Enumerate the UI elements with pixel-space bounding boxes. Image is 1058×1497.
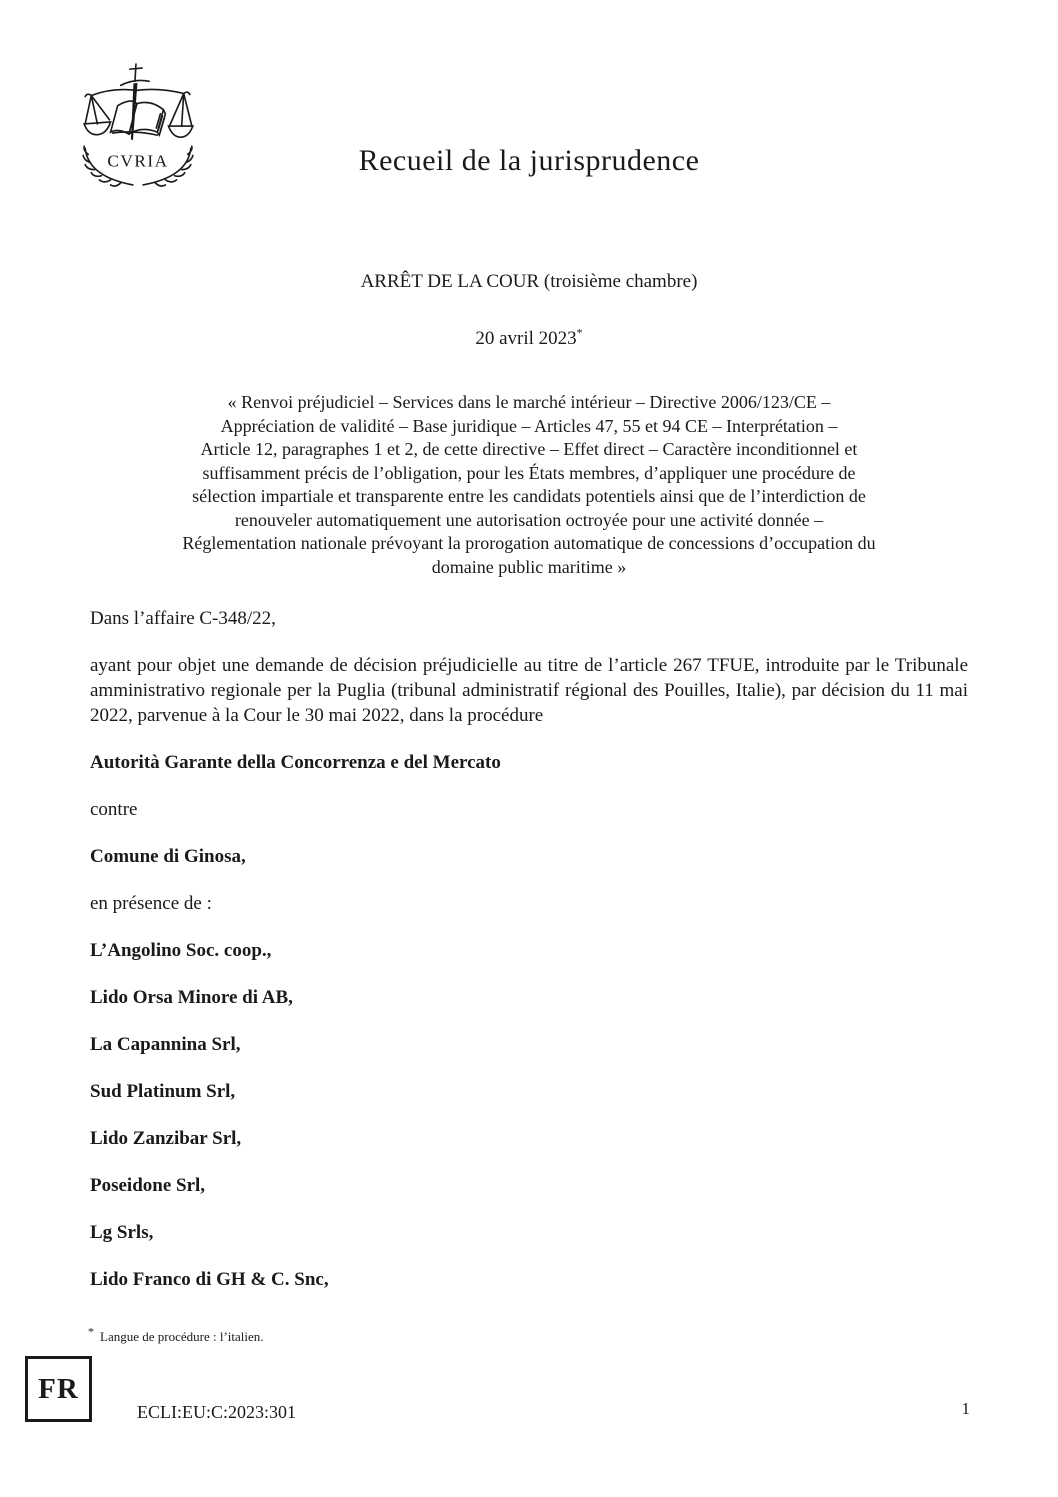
keywords-line: suffisamment précis de l’obligation, pour les États membres, d’appliquer une procédure de: [202, 462, 856, 483]
judgment-body: [90, 606, 968, 1314]
judgment-date: [0, 325, 1058, 350]
footnote-marker: *: [88, 1324, 94, 1339]
keywords-line: Article 12, paragraphes 1 et 2, de cette directive – Effet direct – Caractère inconditionnel et: [200, 439, 858, 459]
party-applicant: Autorità Garante della Concorrenza e del Mercato: [90, 752, 501, 773]
date-footnote-marker: *: [576, 325, 583, 340]
page-number: 1: [961, 1399, 970, 1418]
keywords-line: Appréciation de validité – Base juridique – Articles 47, 55 et 94 CE – Interprétation –: [220, 415, 838, 436]
versus-label: contre: [90, 799, 138, 820]
keywords-block: [90, 391, 968, 579]
intervener-name: Sud Platinum Srl,: [90, 1081, 236, 1102]
language-badge: FR: [25, 1356, 92, 1422]
party-defendant: Comune di Ginosa,: [90, 846, 246, 867]
intervener-name: Poseidone Srl,: [90, 1175, 206, 1196]
intervener-name: La Capannina Srl,: [90, 1034, 241, 1055]
footnote-text: Langue de procédure : l’italien.: [100, 1329, 264, 1344]
keywords-line: renouveler automatiquement une autorisation octroyée pour une activité donnée –: [234, 509, 824, 530]
intervener-name: L’Angolino Soc. coop.,: [90, 940, 272, 961]
keywords-line: domaine public maritime »: [431, 556, 627, 577]
keywords-line: Réglementation nationale prévoyant la prorogation automatique de concessions d’occupation du: [182, 533, 876, 553]
footnote: [88, 1324, 264, 1345]
judgment-heading: ARRÊT DE LA COUR (troisième chambre): [360, 271, 698, 292]
intervener-name: Lido Orsa Minore di AB,: [90, 987, 293, 1008]
ecli-identifier: ECLI:EU:C:2023:301: [137, 1402, 296, 1422]
intervener-name: Lg Srls,: [90, 1222, 154, 1243]
procedure-paragraph: ayant pour objet une demande de décision préjudicielle au titre de l’article 267 TFUE, introduite par le Tribunale amministrativo regionale per la Puglia (tribunal administratif régional des Pouilles, Italie), par décision du 11 mai 2022, parvenue à la Cour le 30 mai 2022, dans la procédure: [90, 655, 968, 726]
case-reference: Dans l’affaire C-348/22,: [90, 608, 276, 629]
judgment-date-text: 20 avril 2023: [475, 328, 577, 349]
collection-title: Recueil de la jurisprudence: [358, 144, 700, 177]
keywords-line: « Renvoi préjudiciel – Services dans le marché intérieur – Directive 2006/123/CE –: [227, 392, 831, 412]
intervener-name: Lido Franco di GH & C. Snc,: [90, 1269, 329, 1290]
in-presence-label: en présence de :: [90, 893, 212, 914]
curia-logo-caption: CVRIA: [107, 151, 169, 171]
keywords-line: sélection impartiale et transparente entre les candidats potentiels ainsi que de l’interdiction de: [192, 486, 866, 506]
intervener-name: Lido Zanzibar Srl,: [90, 1128, 242, 1149]
